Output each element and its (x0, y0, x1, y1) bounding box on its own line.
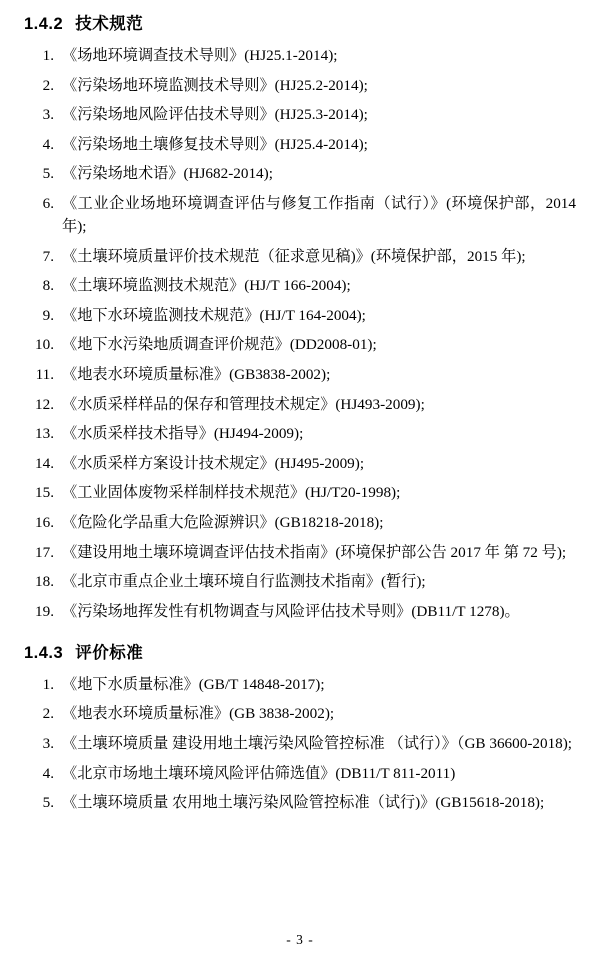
list-item (22, 511, 578, 534)
list-item-marker: 17. (35, 543, 54, 561)
list-item-marker: 2. (42, 76, 54, 94)
list-item (22, 702, 578, 725)
list-item-text: 《污染场地风险评估技术导则》(HJ25.3-2014); (62, 106, 368, 124)
list-item-text: 《水质采样样品的保存和管理技术规定》(HJ493-2009); (62, 395, 425, 413)
page-number: - 3 - (286, 932, 314, 947)
list-item (22, 570, 578, 593)
list-item (22, 44, 578, 67)
list-item-marker: 8. (42, 277, 54, 295)
list-technical-standards (22, 44, 578, 623)
list-item-text: 《水质采样方案设计技术规定》(HJ495-2009); (62, 454, 365, 472)
list-item (22, 245, 578, 268)
list-item-text: 《土壤环境监测技术规范》(HJ/T 166-2004); (62, 277, 351, 295)
list-item-text: 《地表水环境质量标准》(GB3838-2002); (62, 366, 331, 384)
list-item-marker: 19. (35, 602, 54, 620)
list-item-text: 《地下水质量标准》(GB/T 14848-2017); (62, 675, 325, 693)
list-item-marker: 9. (42, 306, 54, 324)
list-item-marker: 1. (42, 47, 54, 64)
list-item-marker: 12. (35, 395, 54, 413)
list-item-marker: 4. (42, 764, 54, 782)
list-item (22, 304, 578, 327)
list-item-text: 《污染场地挥发性有机物调查与风险评估技术导则》(DB11/T 1278)。 (62, 602, 520, 620)
list-item-marker: 3. (42, 735, 54, 753)
list-item (22, 274, 578, 297)
list-item (22, 393, 578, 416)
section-heading-1 (22, 10, 578, 34)
list-item (22, 791, 578, 814)
list-item (22, 103, 578, 126)
list-item (22, 363, 578, 386)
list-item (22, 732, 578, 755)
list-item (22, 762, 578, 785)
list-item-text: 《土壤环境质量评价技术规范（征求意见稿)》(环境保护部，2015 年); (62, 247, 526, 265)
list-item-marker: 2. (42, 705, 54, 723)
list-item-marker: 5. (42, 794, 54, 812)
list-item-text: 《土壤环境质量 建设用地土壤污染风险管控标准 （试行）》（GB 36600-2018); (62, 735, 573, 753)
section-number: 1.4.3 (24, 643, 64, 662)
list-item-text: 《危险化学品重大危险源辨识》(GB18218-2018); (62, 514, 384, 531)
list-item-marker: 13. (35, 425, 54, 443)
list-item-text: 《土壤环境质量 农用地土壤污染风险管控标准（试行)》(GB15618-2018); (62, 794, 545, 812)
list-item (22, 133, 578, 156)
list-item (22, 541, 578, 564)
list-item-text: 《场地环境调查技术导则》(HJ25.1-2014); (62, 47, 338, 64)
section-title: 评价标准 (75, 643, 144, 662)
list-item-marker: 11. (35, 366, 54, 384)
list-item-marker: 10. (35, 336, 54, 354)
list-item (22, 481, 578, 504)
section-number: 1.4.2 (24, 15, 64, 33)
section-title: 技术规范 (75, 15, 144, 33)
list-item-text: 《建设用地土壤环境调查评估技术指南》(环境保护部公告 2017 年 第 72 号); (62, 543, 567, 561)
list-item-text: 《地表水环境质量标准》(GB 3838-2002); (62, 705, 335, 723)
list-item-text: 《北京市重点企业土壤环境自行监测技术指南》(暂行); (62, 573, 426, 591)
list-item-marker: 7. (42, 247, 54, 265)
list-item-text: 《工业固体废物采样制样技术规范》(HJ/T20-1998); (62, 484, 401, 502)
list-item-text: 《污染场地土壤修复技术导则》(HJ25.4-2014); (62, 135, 368, 153)
list-item-marker: 3. (42, 106, 54, 124)
list-item-text: 《工业企业场地环境调查评估与修复工作指南（试行）》(环境保护部，2014 年); (62, 194, 576, 236)
list-item-text: 《地下水污染地质调查评价规范》(DD2008-01); (62, 336, 377, 354)
list-item-marker: 18. (35, 573, 54, 591)
list-item-marker: 5. (42, 165, 54, 183)
list-item (22, 600, 578, 623)
list-item (22, 192, 578, 238)
list-item (22, 673, 578, 696)
list-item-marker: 6. (42, 194, 54, 212)
list-item-text: 《北京市场地土壤环境风险评估筛选值》(DB11/T 811-2011) (62, 764, 456, 782)
list-item-marker: 16. (35, 514, 54, 531)
list-item (22, 333, 578, 356)
list-item (22, 162, 578, 185)
list-item-text: 《地下水环境监测技术规范》(HJ/T 164-2004); (62, 306, 366, 324)
list-item-text: 《污染场地术语》(HJ682-2014); (62, 165, 273, 183)
list-evaluation-standards (22, 673, 578, 814)
list-item-marker: 4. (42, 135, 54, 153)
list-item-marker: 15. (35, 484, 54, 502)
list-item (22, 422, 578, 445)
list-item-marker: 14. (35, 454, 54, 472)
list-item (22, 452, 578, 475)
list-item-text: 《污染场地环境监测技术导则》(HJ25.2-2014); (62, 76, 368, 94)
section-heading-2 (22, 639, 578, 663)
list-item-text: 《水质采样技术指导》(HJ494-2009); (62, 425, 304, 443)
list-item (22, 74, 578, 97)
list-item-marker: 1. (42, 675, 54, 693)
